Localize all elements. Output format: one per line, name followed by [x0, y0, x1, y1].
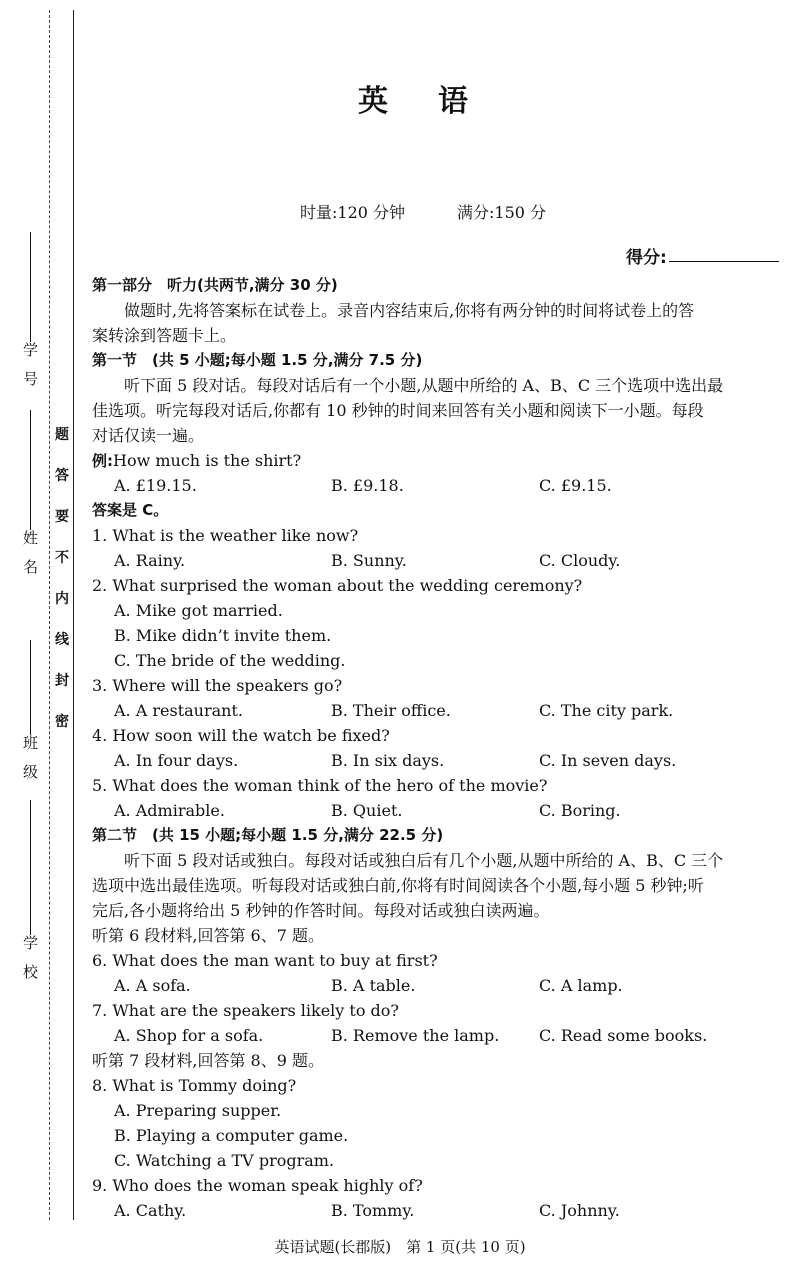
field-label: 学校: [21, 935, 39, 993]
instruction-line: 完后,各小题将给出 5 秒钟的作答时间。每段对话或独白读两遍。: [92, 901, 550, 920]
option-a[interactable]: A. Mike got married.: [114, 601, 283, 620]
example-question: [92, 448, 787, 473]
example-options: [92, 473, 787, 498]
school-field[interactable]: [22, 800, 38, 993]
question-stem: 7. What are the speakers likely to do?: [92, 1001, 399, 1020]
part-heading: 第一部分 听力(共两节,满分 30 分): [92, 276, 338, 294]
exam-content: [92, 273, 787, 1223]
example-answer: 答案是 C。: [92, 501, 169, 519]
option-c[interactable]: C. Johnny.: [539, 1201, 620, 1220]
field-underline: [30, 410, 31, 530]
option-row: [92, 1023, 787, 1048]
field-label: 姓名: [21, 530, 39, 588]
instruction-line: 听下面 5 段对话或独白。每段对话或独白后有几个小题,从题中所给的 A、B、C 三个: [124, 851, 724, 870]
option-c[interactable]: C. Watching a TV program.: [114, 1151, 335, 1170]
option-b[interactable]: B. Mike didn’t invite them.: [114, 626, 332, 645]
option-row: [92, 1198, 787, 1223]
option-b: B. £9.18.: [331, 476, 404, 495]
seal-char: 不: [55, 550, 69, 566]
question-stem: 8. What is Tommy doing?: [92, 1076, 297, 1095]
option-c[interactable]: C. Boring.: [539, 801, 621, 820]
score-label: 得分:: [626, 248, 667, 268]
question-stem: 6. What does the man want to buy at first?: [92, 951, 438, 970]
option-row: [92, 973, 787, 998]
instruction-line: 听下面 5 段对话。每段对话后有一个小题,从题中所给的 A、B、C 三个选项中选出最: [124, 376, 724, 395]
option-a[interactable]: A. Admirable.: [114, 801, 225, 820]
field-underline: [30, 232, 31, 342]
instruction-line: 案转涂到答题卡上。: [92, 326, 237, 345]
option-c[interactable]: C. A lamp.: [539, 976, 623, 995]
option-a[interactable]: A. Rainy.: [114, 551, 186, 570]
option-a[interactable]: A. A sofa.: [114, 976, 191, 995]
option-row: [92, 748, 787, 773]
exam-meta: [300, 200, 546, 223]
option-b[interactable]: B. Their office.: [331, 701, 451, 720]
instruction-line: 选项中选出最佳选项。听每段对话或独白前,你将有时间阅读各个小题,每小题 5 秒钟;听: [92, 876, 704, 895]
material-note: 听第 7 段材料,回答第 8、9 题。: [92, 1051, 324, 1070]
option-a[interactable]: A. In four days.: [114, 751, 239, 770]
fold-dashed-line: [49, 10, 50, 1220]
option-a[interactable]: A. Preparing supper.: [114, 1101, 282, 1120]
question-stem: 3. Where will the speakers go?: [92, 676, 343, 695]
question-stem: 5. What does the woman think of the hero of the movie?: [92, 776, 548, 795]
field-underline: [30, 800, 31, 935]
field-label: 学号: [21, 342, 39, 400]
option-c[interactable]: C. Cloudy.: [539, 551, 621, 570]
seal-notice: [55, 428, 69, 756]
score-blank[interactable]: [669, 243, 779, 262]
seal-char: 线: [55, 632, 69, 648]
seal-char: 内: [55, 591, 69, 607]
option-c[interactable]: C. In seven days.: [539, 751, 677, 770]
option-b[interactable]: B. A table.: [331, 976, 416, 995]
option-b[interactable]: B. In six days.: [331, 751, 445, 770]
seal-char: 密: [55, 714, 69, 730]
example-label: 例:: [92, 452, 113, 470]
option-c: C. £9.15.: [539, 476, 612, 495]
option-row: [92, 698, 787, 723]
class-field[interactable]: [22, 640, 38, 793]
instruction-line: 做题时,先将答案标在试卷上。录音内容结束后,你将有两分钟的时间将试卷上的答: [124, 301, 695, 320]
option-a[interactable]: A. A restaurant.: [114, 701, 243, 720]
option-a[interactable]: A. Cathy.: [114, 1201, 187, 1220]
option-row: [92, 798, 787, 823]
option-b[interactable]: B. Remove the lamp.: [331, 1026, 500, 1045]
question-stem: 2. What surprised the woman about the wedding ceremony?: [92, 576, 583, 595]
example-stem: How much is the shirt?: [113, 451, 302, 470]
option-c[interactable]: C. The bride of the wedding.: [114, 651, 346, 670]
option-row: [92, 548, 787, 573]
seal-char: 要: [55, 509, 69, 525]
instruction-line: 佳选项。听完每段对话后,你都有 10 秒钟的时间来回答有关小题和阅读下一小题。每段: [92, 401, 704, 420]
option-a: A. £19.15.: [114, 476, 197, 495]
binding-solid-line: [73, 10, 74, 1220]
page-title: 英语: [358, 84, 518, 119]
section-heading: 第一节 (共 5 小题;每小题 1.5 分,满分 7.5 分): [92, 351, 423, 369]
option-b[interactable]: B. Quiet.: [331, 801, 403, 820]
score-box[interactable]: [626, 243, 779, 268]
student-id-field[interactable]: [22, 232, 38, 400]
seal-char: 封: [55, 673, 69, 689]
option-b[interactable]: B. Sunny.: [331, 551, 407, 570]
field-label: 班级: [21, 735, 39, 793]
field-underline: [30, 640, 31, 735]
question-stem: 4. How soon will the watch be fixed?: [92, 726, 390, 745]
time-limit: 时量:120 分钟: [300, 203, 406, 222]
question-stem: 9. Who does the woman speak highly of?: [92, 1176, 423, 1195]
option-a[interactable]: A. Shop for a sofa.: [114, 1026, 264, 1045]
section-heading: 第二节 (共 15 小题;每小题 1.5 分,满分 22.5 分): [92, 826, 444, 844]
option-b[interactable]: B. Tommy.: [331, 1201, 415, 1220]
option-c[interactable]: C. Read some books.: [539, 1026, 708, 1045]
question-stem: 1. What is the weather like now?: [92, 526, 359, 545]
option-c[interactable]: C. The city park.: [539, 701, 674, 720]
instruction-line: 对话仅读一遍。: [92, 426, 205, 445]
page-footer: 英语试题(长郡版) 第 1 页(共 10 页): [274, 1238, 526, 1256]
seal-char: 题: [55, 427, 69, 443]
material-note: 听第 6 段材料,回答第 6、7 题。: [92, 926, 324, 945]
name-field[interactable]: [22, 410, 38, 588]
full-score: 满分:150 分: [457, 203, 547, 222]
seal-char: 答: [55, 468, 69, 484]
option-b[interactable]: B. Playing a computer game.: [114, 1126, 349, 1145]
